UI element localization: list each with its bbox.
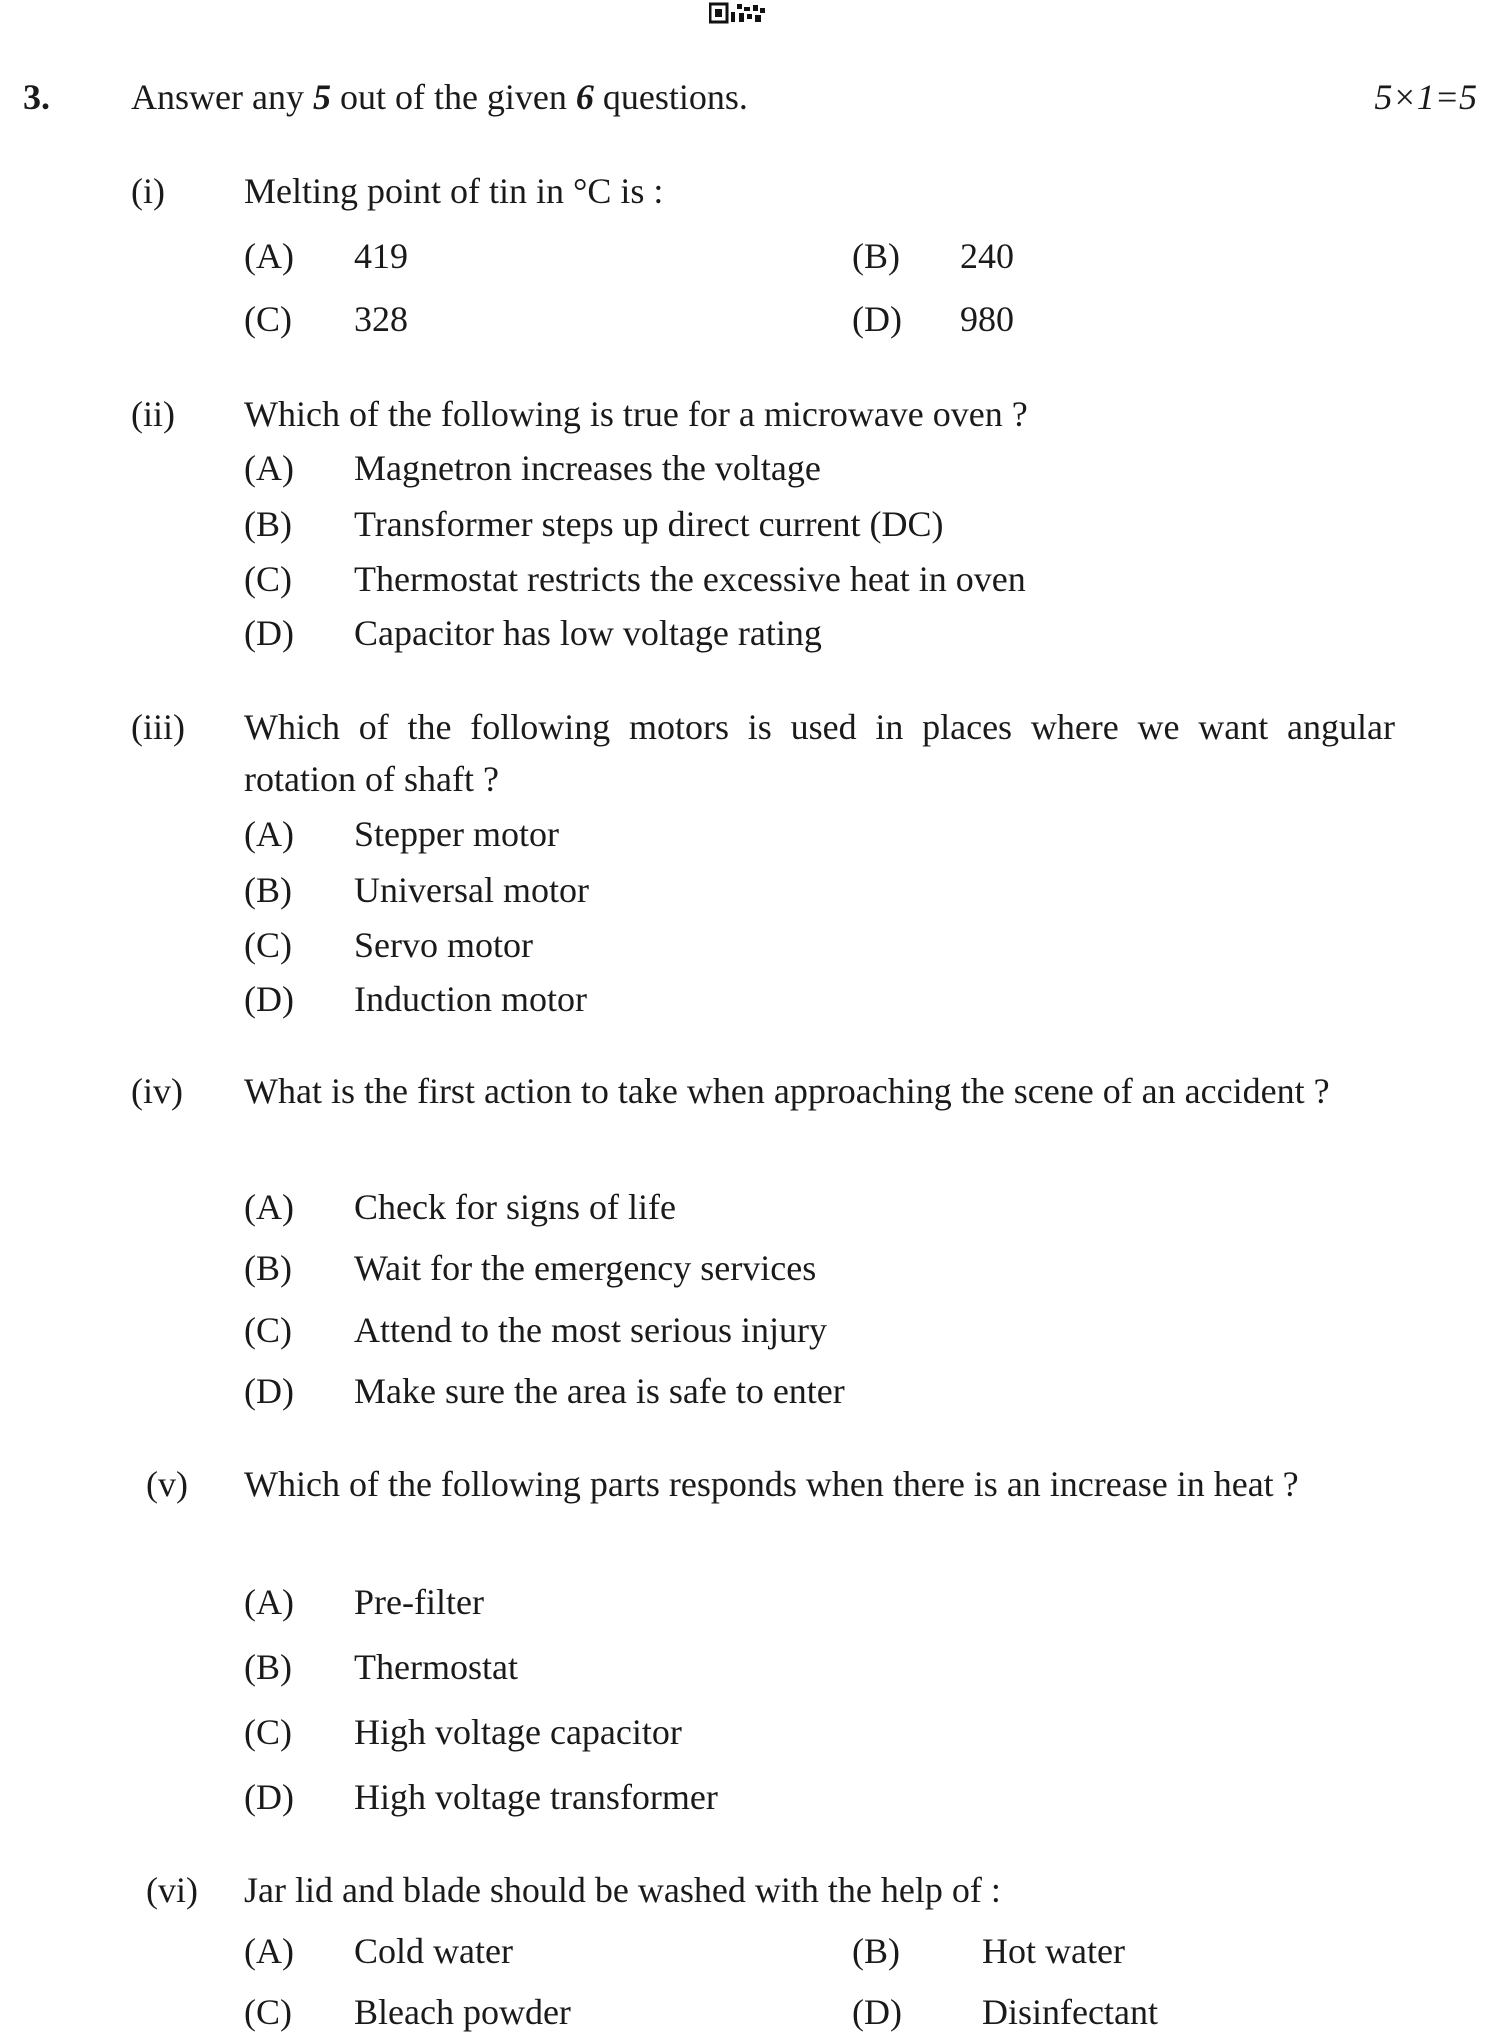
option-letter: (C): [244, 925, 292, 965]
option-text: Wait for the emergency services: [354, 1248, 817, 1288]
option-letter: (B): [244, 504, 292, 544]
marks-label: 5×1=5: [1374, 77, 1477, 117]
option-text: 419: [354, 236, 408, 276]
option-text: 980: [960, 299, 1014, 339]
option-text: Thermostat: [354, 1647, 518, 1687]
option-letter: (B): [244, 870, 292, 910]
option-letter: (A): [244, 1931, 294, 1971]
question-roman-numeral: (iii): [131, 707, 185, 747]
option-letter: (A): [244, 448, 294, 488]
question-roman-numeral: (ii): [131, 394, 175, 434]
option-letter: (D): [244, 1777, 294, 1817]
option-letter: (A): [244, 814, 294, 854]
option-letter: (D): [852, 1992, 902, 2032]
option-text: Universal motor: [354, 870, 589, 910]
option-text: Induction motor: [354, 979, 587, 1019]
option-letter: (D): [244, 613, 294, 653]
option-letter: (D): [244, 979, 294, 1019]
option-letter: (D): [852, 299, 902, 339]
option-letter: (B): [852, 236, 900, 276]
option-text: Cold water: [354, 1931, 513, 1971]
question-roman-numeral: (vi): [146, 1870, 198, 1910]
option-text: Transformer steps up direct current (DC): [354, 504, 944, 544]
option-text: Capacitor has low voltage rating: [354, 613, 822, 653]
option-letter: (A): [244, 236, 294, 276]
option-text: 328: [354, 299, 408, 339]
option-text: Thermostat restricts the excessive heat in oven: [354, 559, 1026, 599]
option-letter: (C): [244, 1712, 292, 1752]
question-roman-numeral: (v): [146, 1464, 188, 1504]
option-letter: (C): [244, 1992, 292, 2032]
instruction-total: 6: [575, 77, 594, 117]
question-roman-numeral: (i): [131, 171, 165, 211]
option-letter: (C): [244, 1310, 292, 1350]
option-text: Hot water: [982, 1931, 1125, 1971]
instruction-text: out of the given: [330, 77, 576, 117]
question-number: 3.: [23, 77, 50, 117]
option-text: Make sure the area is safe to enter: [354, 1371, 845, 1411]
option-letter: (A): [244, 1582, 294, 1622]
question-text: Which of the following is true for a microwave oven ?: [244, 394, 1028, 434]
option-letter: (C): [244, 559, 292, 599]
option-text: 240: [960, 236, 1014, 276]
option-letter: (B): [244, 1647, 292, 1687]
instruction-count: 5: [312, 77, 331, 117]
option-text: Pre-filter: [354, 1582, 484, 1622]
option-letter: (A): [244, 1187, 294, 1227]
instruction-text: Answer any: [131, 77, 313, 117]
option-text: Servo motor: [354, 925, 533, 965]
option-letter: (D): [244, 1371, 294, 1411]
option-text: Magnetron increases the voltage: [354, 448, 821, 488]
instruction: [131, 75, 748, 119]
option-text: Attend to the most serious injury: [354, 1310, 827, 1350]
qr-code-icon: [709, 2, 767, 24]
option-letter: (B): [852, 1931, 900, 1971]
question-roman-numeral: (iv): [131, 1071, 183, 1111]
option-text: High voltage capacitor: [354, 1712, 682, 1752]
option-text: Check for signs of life: [354, 1187, 676, 1227]
question-text: Jar lid and blade should be washed with the help of :: [244, 1870, 1001, 1910]
option-text: Disinfectant: [982, 1992, 1158, 2032]
option-text: Bleach powder: [354, 1992, 571, 2032]
question-text: Melting point of tin in °C is :: [244, 171, 664, 211]
option-text: Stepper motor: [354, 814, 559, 854]
instruction-text: questions.: [593, 77, 748, 117]
question-text: Which of the following motors is used in places where we want angular rotation of shaft ?: [244, 707, 1395, 799]
question-text: Which of the following parts responds when there is an increase in heat ?: [244, 1464, 1299, 1504]
question-text: What is the first action to take when approaching the scene of an accident ?: [244, 1071, 1330, 1111]
option-text: High voltage transformer: [354, 1777, 718, 1817]
option-letter: (C): [244, 299, 292, 339]
option-letter: (B): [244, 1248, 292, 1288]
